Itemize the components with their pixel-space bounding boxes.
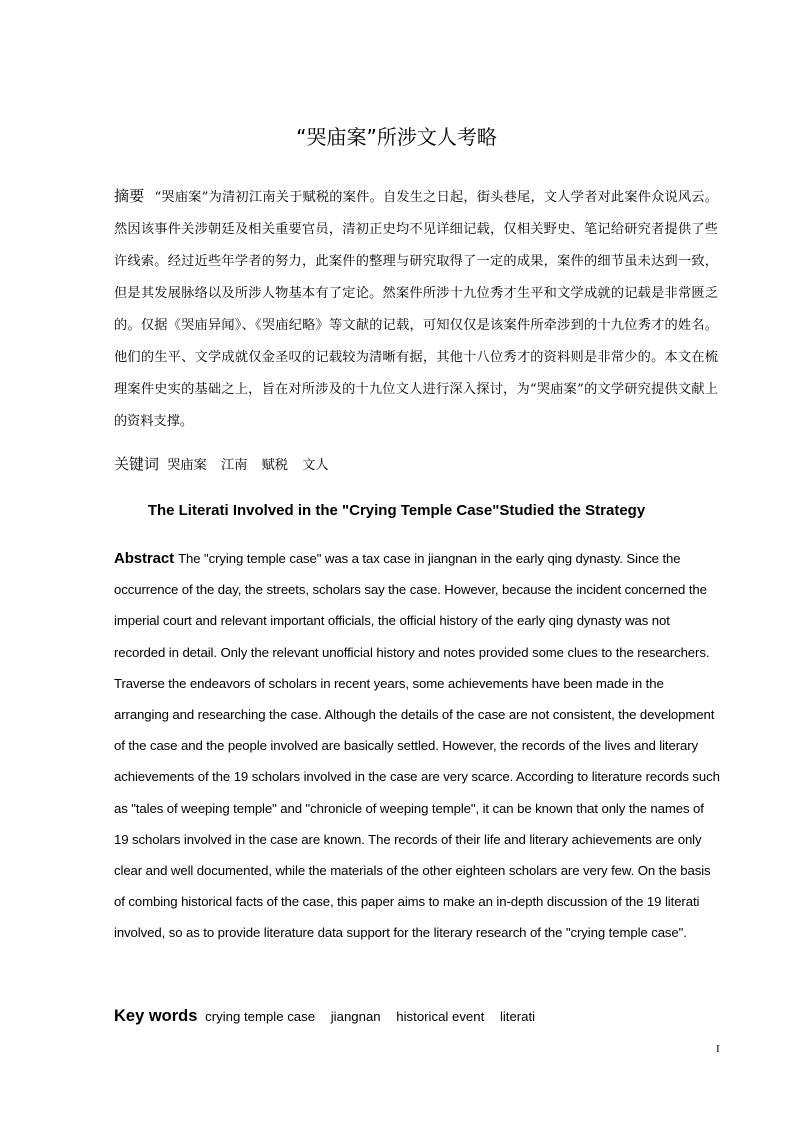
chinese-keyword: 赋税 xyxy=(261,458,288,473)
chinese-keyword: 文人 xyxy=(302,458,329,473)
chinese-abstract-text: “哭庙案”为清初江南关于赋税的案件。自发生之日起，街头巷尾，文人学者对此案件众说风云。然因该事件关涉朝廷及相关重要官员，清初正史均不见详细记载，仅相关野史、笔记给研究者提供了些许线索。经过近些年学者的努力，此案件的整理与研究取得了一定的成果，案件的细节虽未达到一致，但是其发展脉络以及所涉人物基本有了定论。然案件所涉十九位秀才生平和文学成就的记载是非常匮乏的。仅据《哭庙异闻》、《哭庙纪略》等文献的记载，可知仅仅是该案件所牵涉到的十九位秀才的姓名。他们的生平、文学成就仅金圣叹的记载较为清晰有据，其他十八位秀才的资料则是非常少的。本文在梳理案件史实的基础之上，旨在对所涉及的十九位文人进行深入探讨，为“哭庙案”的文学研究提供文献上的资料支撑。 xyxy=(114,190,718,429)
english-keywords xyxy=(114,1004,718,1029)
chinese-title: “哭庙案”所涉文人考略 xyxy=(296,125,497,149)
chinese-keywords xyxy=(114,452,718,478)
chinese-abstract xyxy=(114,180,718,438)
chinese-keyword: 江南 xyxy=(220,458,248,473)
chinese-keywords-label: 关键词 xyxy=(114,455,160,473)
english-keyword: literati xyxy=(499,1009,536,1024)
chinese-abstract-label: 摘要 xyxy=(114,187,145,205)
english-keywords-label: Key words xyxy=(114,1007,198,1025)
chinese-keyword: 哭庙案 xyxy=(167,458,207,473)
english-keyword: historical event xyxy=(396,1009,485,1024)
english-abstract xyxy=(114,543,720,949)
english-keyword: crying temple case xyxy=(205,1009,316,1024)
english-keyword: jiangnan xyxy=(330,1009,381,1024)
english-title: The Literati Involved in the "Crying Temple Case"Studied the Strategy xyxy=(147,502,646,519)
page-number: I xyxy=(716,1043,720,1055)
english-abstract-text: The "crying temple case" was a tax case in jiangnan in the early qing dynasty. Since the occurrence of the day, the streets, scholars say the case. However, because the incident concerned the imperial court and relevant important officials, the official history of the early qing dynasty was not recorded in detail. Only the relevant unofficial history and notes provided some clues to the researchers. Traverse the endeavors of scholars in recent years, some achievements have been made in the arranging and researching the case. Although the details of the case are not consistent, the development of the case and the people involved are basically settled. However, the records of the lives and literary achievements of the 19 scholars involved in the case are very scarce. According to literature records such as "tales of weeping temple" and "chronicle of weeping temple", it can be known that only the names of 19 scholars involved in the case are known. The records of their life and literary achievements are only clear and well documented, while the materials of the other eighteen scholars are very few. On the basis of combing historical facts of the case, this paper aims to make an in-depth discussion of the 19 literati involved, so as to provide literature data support for the literary research of the "crying temple case". xyxy=(114,551,720,941)
english-abstract-label: Abstract xyxy=(114,550,175,567)
